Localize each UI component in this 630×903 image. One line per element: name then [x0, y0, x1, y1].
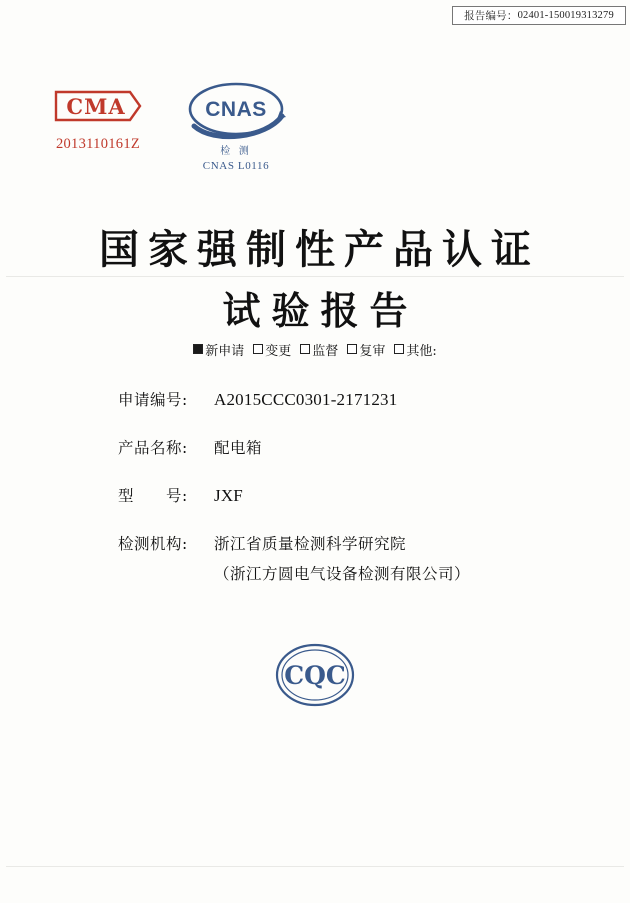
svg-text:CMA: CMA	[66, 94, 126, 119]
checkbox-label-supervision: 监督	[312, 344, 339, 359]
field-value-model: JXF	[214, 486, 243, 505]
cnas-mark-block	[176, 78, 296, 172]
checkbox-item-change[interactable]	[253, 340, 291, 359]
svg-text:CNAS: CNAS	[205, 98, 267, 121]
cnas-code: CNAS L0116	[202, 160, 270, 172]
scan-rule-bottom	[6, 866, 624, 867]
application-type-checkbox-row	[0, 340, 630, 359]
report-number-value: 02401-150019313279	[517, 10, 614, 21]
field-value-product-name: 配电箱	[214, 439, 263, 457]
report-number-label: 报告编号：	[464, 11, 518, 22]
checkbox-label-change: 变更	[265, 344, 292, 359]
report-number-box	[452, 6, 626, 25]
checkbox-item-review[interactable]	[347, 340, 385, 359]
checkbox-new-icon[interactable]	[193, 344, 203, 354]
checkbox-supervision-icon[interactable]	[300, 344, 310, 354]
page-subtitle: 试验报告	[222, 288, 419, 333]
checkbox-item-new[interactable]	[193, 340, 244, 359]
field-value-application-number: A2015CCC0301-2171231	[214, 390, 398, 409]
svg-text:CQC: CQC	[284, 661, 346, 690]
cma-icon	[52, 88, 144, 124]
field-label-product-name: 产品名称:	[118, 439, 188, 457]
cma-code: 2013110161Z	[55, 136, 141, 152]
checkbox-item-supervision[interactable]	[300, 340, 338, 359]
field-label-testing-organization: 检测机构:	[118, 535, 188, 553]
cnas-subtitle: 检 测	[220, 146, 252, 157]
field-label-model: 型 号:	[118, 487, 188, 505]
field-row-application-number	[118, 388, 538, 410]
cnas-icon	[180, 78, 292, 144]
cqc-icon	[263, 640, 367, 710]
field-row-testing-organization	[118, 532, 538, 554]
field-row-model	[118, 484, 538, 506]
checkbox-label-new: 新申请	[205, 344, 245, 359]
field-row-product-name	[118, 436, 538, 458]
field-list	[118, 388, 538, 610]
checkbox-change-icon[interactable]	[253, 344, 263, 354]
checkbox-review-icon[interactable]	[347, 344, 357, 354]
scan-rule-top	[6, 276, 624, 277]
field-value-testing-organization-secondary: （浙江方圆电气设备检测有限公司）	[214, 565, 471, 583]
cma-mark-block	[38, 88, 158, 153]
checkbox-label-review: 复审	[359, 344, 386, 359]
checkbox-other-icon[interactable]	[394, 344, 404, 354]
checkbox-item-other[interactable]	[394, 340, 436, 359]
cqc-mark-block	[0, 640, 630, 710]
field-label-application-number: 申请编号:	[118, 391, 188, 409]
field-value-testing-organization: 浙江省质量检测科学研究院	[214, 535, 407, 553]
page-title: 国家强制性产品认证	[99, 226, 540, 273]
checkbox-label-other: 其他:	[406, 344, 437, 359]
